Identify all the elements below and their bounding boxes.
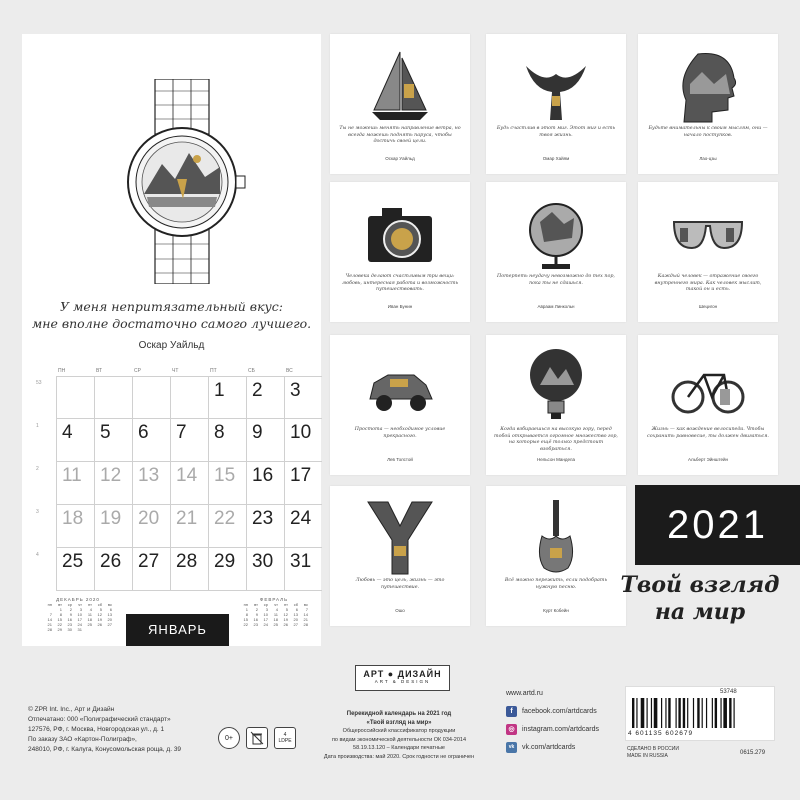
barcode-bar bbox=[723, 698, 727, 728]
minical-row bbox=[42, 627, 114, 632]
day-cell bbox=[246, 462, 284, 504]
barcode-bar bbox=[654, 698, 658, 728]
ldpe-label: LDPE bbox=[278, 738, 292, 744]
day-number: 13 bbox=[138, 465, 160, 486]
vintage-car-icon bbox=[360, 345, 440, 425]
weekday-label: СБ bbox=[248, 368, 255, 374]
barcode-bar bbox=[678, 698, 680, 728]
day-cell bbox=[170, 377, 208, 418]
day-cell bbox=[132, 505, 170, 547]
imprint-line: Отпечатано: 000 «Полиграфический стандарт» bbox=[28, 716, 171, 723]
day-cell bbox=[56, 505, 94, 547]
day-number: 10 bbox=[290, 422, 312, 443]
day-cell bbox=[284, 505, 322, 547]
year-block: 2021 bbox=[635, 485, 800, 565]
minical-day: 6 bbox=[295, 607, 298, 612]
minical-day: 7 bbox=[305, 607, 308, 612]
minical-weekday: чт bbox=[274, 602, 278, 607]
instagram-text: instagram.com/artdcards bbox=[522, 725, 600, 733]
day-number: 22 bbox=[214, 508, 236, 529]
minical-day: 20 bbox=[107, 617, 112, 622]
january-page bbox=[22, 34, 321, 646]
weekday-label: ЧТ bbox=[172, 368, 179, 374]
day-cell bbox=[170, 505, 208, 547]
barcode-bar bbox=[636, 698, 637, 728]
barcode-bar bbox=[668, 698, 670, 728]
week-row bbox=[56, 505, 322, 548]
weekday-label: ВТ bbox=[96, 368, 103, 374]
tagline-line2: на мир bbox=[654, 599, 746, 625]
thumbnail-page bbox=[330, 486, 470, 626]
thumbnail-quote: Человека делают счастливым три вещи: любовь, интересная работа и возможность путешествовать. bbox=[341, 274, 459, 292]
minical-day bbox=[92, 627, 102, 632]
day-number: 27 bbox=[138, 551, 160, 572]
week-numbers bbox=[36, 376, 42, 591]
vk-text: vk.com/artdcards bbox=[522, 743, 576, 751]
camera-icon bbox=[360, 192, 440, 272]
day-number: 5 bbox=[100, 422, 111, 443]
thumbnail-quote: Всё можно пережить, если подобрать нужную песню. bbox=[504, 578, 608, 590]
minical-day: 7 bbox=[49, 612, 52, 617]
day-number: 18 bbox=[62, 508, 84, 529]
day-number: 28 bbox=[176, 551, 198, 572]
thumbnail-author: Ошо bbox=[395, 608, 405, 613]
barcode-bar bbox=[683, 698, 685, 728]
week-number: 1 bbox=[36, 423, 39, 429]
minical-weekday: пн bbox=[243, 602, 248, 607]
barcode-bar bbox=[632, 698, 634, 728]
thumbnail-page bbox=[486, 335, 626, 475]
made-in-ru: СДЕЛАНО В РОССИИ bbox=[627, 746, 679, 752]
vk-icon: vk bbox=[506, 742, 517, 753]
minical-day bbox=[82, 627, 92, 632]
day-cell bbox=[94, 377, 132, 418]
minical-weekday: пт bbox=[88, 602, 92, 607]
barcode-bar bbox=[734, 698, 735, 728]
recycle-ldpe-icon bbox=[274, 727, 296, 749]
thumbnail-page bbox=[638, 34, 778, 174]
day-cell bbox=[132, 377, 170, 418]
thumbnail-quote: Будьте внимательны к своим мыслям, они — начало поступков. bbox=[648, 126, 768, 138]
minical-day: 2 bbox=[255, 607, 258, 612]
weekday-header bbox=[56, 368, 322, 374]
minical-day: 26 bbox=[283, 622, 288, 627]
minical-day: 14 bbox=[303, 612, 308, 617]
minical-day: 27 bbox=[107, 622, 112, 627]
minical-day: 4 bbox=[275, 607, 278, 612]
thumbnail-quote: Жизнь — как вождение велосипеда. Чтобы сохранить равновесие, ты должен двигаться. bbox=[647, 427, 769, 439]
minical-day: 14 bbox=[47, 617, 52, 622]
month-label: ЯНВАРЬ bbox=[126, 614, 229, 646]
thumbnail-author: Лев Толстой bbox=[387, 457, 413, 462]
weekday-label: ВС bbox=[286, 368, 293, 374]
thumbnail-author: Омар Хайям bbox=[542, 156, 570, 161]
minical-day: 11 bbox=[273, 612, 278, 617]
minical-weekday: пн bbox=[47, 602, 52, 607]
minical-day: 28 bbox=[303, 622, 308, 627]
product-title: Перекидной календарь на 2021 год bbox=[346, 711, 452, 717]
day-cell bbox=[94, 505, 132, 547]
minical-weekday: ср bbox=[263, 602, 268, 607]
day-number: 19 bbox=[100, 508, 122, 529]
minical-title: ДЕКАБРЬ 2020 bbox=[56, 597, 100, 602]
minical-day: 16 bbox=[253, 617, 258, 622]
day-number: 14 bbox=[176, 465, 198, 486]
barcode-bar bbox=[706, 698, 707, 728]
minical-day: 12 bbox=[283, 612, 288, 617]
barcode-bar bbox=[712, 698, 713, 728]
thumbnail-page bbox=[330, 34, 470, 174]
day-cell bbox=[246, 548, 284, 590]
barcode-bar bbox=[720, 698, 721, 728]
minical-day: 27 bbox=[293, 622, 298, 627]
barcode-bar bbox=[687, 698, 688, 728]
weekday-label: ПТ bbox=[210, 368, 217, 374]
thumbnail-page bbox=[330, 335, 470, 475]
day-cell bbox=[170, 462, 208, 504]
barcode-icon bbox=[632, 698, 752, 728]
barcode-bar bbox=[641, 698, 645, 728]
social-links bbox=[506, 684, 599, 756]
minical-row bbox=[238, 622, 310, 627]
sunglasses-icon bbox=[668, 192, 748, 272]
day-cell bbox=[208, 419, 246, 461]
minical-day: 3 bbox=[265, 607, 268, 612]
letter-y-icon bbox=[360, 496, 440, 576]
minical-day: 25 bbox=[273, 622, 278, 627]
minical-day: 26 bbox=[97, 622, 102, 627]
barcode-digits: 4 601135 602679 bbox=[628, 730, 694, 737]
thumbnail-author: Лао-цзы bbox=[699, 156, 717, 161]
day-cell bbox=[56, 462, 94, 504]
week-row bbox=[56, 376, 322, 419]
day-cell bbox=[284, 377, 322, 418]
day-number: 30 bbox=[252, 551, 274, 572]
imprint-line: 127576, РФ, г. Москва, Новгородская ул., д. 1 bbox=[28, 726, 165, 733]
day-number: 21 bbox=[176, 508, 198, 529]
day-number: 11 bbox=[62, 465, 82, 486]
minical-day: 18 bbox=[273, 617, 278, 622]
facebook-icon: f bbox=[506, 706, 517, 717]
day-number: 31 bbox=[290, 551, 312, 572]
minical-weekday: ср bbox=[67, 602, 72, 607]
day-cell bbox=[246, 377, 284, 418]
minical-day: 15 bbox=[243, 617, 248, 622]
day-cell bbox=[56, 377, 94, 418]
day-cell bbox=[132, 419, 170, 461]
day-cell bbox=[170, 419, 208, 461]
facebook-text: facebook.com/artdcards bbox=[522, 707, 597, 715]
main-quote-line2: мне вполне достаточно самого лучшего. bbox=[31, 316, 312, 331]
classification-line: Общероссийский классификатор продукции bbox=[342, 728, 456, 734]
no-trash-icon bbox=[246, 727, 268, 749]
main-quote bbox=[22, 298, 321, 332]
day-number: 8 bbox=[214, 422, 225, 443]
thumbnail-quote: Ты не можешь менять направление ветра, но всегда можешь поднять паруса, чтобы достичь своей цели. bbox=[339, 126, 461, 144]
minical-day: 10 bbox=[77, 612, 82, 617]
age-rating-badge: 0+ bbox=[218, 727, 240, 749]
barcode-top-number: 53748 bbox=[720, 689, 737, 695]
minical-day: 13 bbox=[293, 612, 298, 617]
week-number: 2 bbox=[36, 466, 39, 472]
minical-day: 9 bbox=[255, 612, 258, 617]
day-number: 4 bbox=[62, 422, 73, 443]
imprint-line: 248010, РФ, г. Калуга, Конусомольская роща, д. 39 bbox=[28, 746, 182, 753]
thumbnail-author: Шецигон bbox=[698, 304, 718, 309]
week-row bbox=[56, 462, 322, 505]
minical-day: 21 bbox=[47, 622, 52, 627]
day-number: 3 bbox=[290, 380, 301, 401]
day-number: 2 bbox=[252, 380, 263, 401]
week-number: 53 bbox=[36, 380, 42, 386]
weekday-label: СР bbox=[134, 368, 141, 374]
day-cell bbox=[208, 505, 246, 547]
day-number: 12 bbox=[100, 465, 122, 486]
day-number: 20 bbox=[138, 508, 160, 529]
day-cell bbox=[94, 419, 132, 461]
day-cell bbox=[56, 419, 94, 461]
minical-day: 16 bbox=[67, 617, 72, 622]
vk-link[interactable] bbox=[506, 738, 599, 756]
day-number: 25 bbox=[62, 551, 84, 572]
day-number: 16 bbox=[252, 465, 274, 486]
minical-day: 11 bbox=[87, 612, 92, 617]
barcode-bar bbox=[697, 698, 699, 728]
minical-weekday: пт bbox=[284, 602, 288, 607]
recycle-number: 4 bbox=[283, 732, 287, 738]
barcode-bar bbox=[651, 698, 652, 728]
day-number: 7 bbox=[176, 422, 187, 443]
barcode-bar bbox=[676, 698, 677, 728]
minical-day: 5 bbox=[99, 607, 102, 612]
minical-day: 30 bbox=[67, 627, 72, 632]
tagline bbox=[605, 572, 795, 626]
day-number: 15 bbox=[214, 465, 236, 486]
day-cell bbox=[94, 462, 132, 504]
barcode-bar bbox=[661, 698, 662, 728]
minical-day: 4 bbox=[89, 607, 92, 612]
minical-day: 22 bbox=[243, 622, 248, 627]
minical-weekday: вс bbox=[107, 602, 112, 607]
barcode-bar bbox=[729, 698, 731, 728]
minical-day: 31 bbox=[77, 627, 82, 632]
day-number: 29 bbox=[214, 551, 236, 572]
day-cell bbox=[208, 377, 246, 418]
imprint-line: По заказу ЗАО «Картон-Полиграф», bbox=[28, 736, 137, 743]
certification-badges bbox=[218, 727, 296, 749]
website-link[interactable] bbox=[506, 684, 599, 702]
week-row bbox=[56, 419, 322, 462]
day-cell bbox=[170, 548, 208, 590]
product-subtitle: «Твой взгляд на мир» bbox=[366, 719, 432, 726]
logo-subtext: ART & DESIGN bbox=[374, 679, 431, 684]
minical-day: 23 bbox=[67, 622, 72, 627]
thumbnail-page bbox=[486, 34, 626, 174]
minical-weekday: вт bbox=[254, 602, 258, 607]
next-month-minicalendar bbox=[238, 597, 310, 627]
minical-weekday: сб bbox=[293, 602, 298, 607]
thumbnail-quote: Простота — необходимое условие прекрасного. bbox=[354, 427, 446, 439]
minical-weekday: вс bbox=[303, 602, 308, 607]
minical-day: 17 bbox=[263, 617, 268, 622]
main-quote-author: Оскар Уайльд bbox=[138, 340, 205, 351]
minical-day: 23 bbox=[253, 622, 258, 627]
minical-day: 24 bbox=[77, 622, 82, 627]
day-cell bbox=[208, 548, 246, 590]
product-info bbox=[304, 710, 494, 761]
week-number: 3 bbox=[36, 509, 39, 515]
day-number: 6 bbox=[138, 422, 149, 443]
day-cell bbox=[56, 548, 94, 590]
thumbnail-page bbox=[486, 182, 626, 322]
day-number: 26 bbox=[100, 551, 122, 572]
day-number: 23 bbox=[252, 508, 274, 529]
imprint-line: © ZPR Int. Inc., Арт и Дизайн bbox=[28, 706, 115, 713]
tagline-line1: Твой взгляд bbox=[620, 572, 780, 598]
thumbnail-author: Оскар Уайльд bbox=[385, 156, 415, 161]
bicycle-icon bbox=[668, 345, 748, 425]
thumbnail-author: Авраам Линкольн bbox=[537, 304, 575, 309]
sailboat-icon bbox=[360, 44, 440, 124]
minical-day: 15 bbox=[57, 617, 62, 622]
minical-day: 8 bbox=[59, 612, 62, 617]
day-number: 24 bbox=[290, 508, 312, 529]
instagram-icon: ◎ bbox=[506, 724, 517, 735]
minical-day: 18 bbox=[87, 617, 92, 622]
minical-title: ФЕВРАЛЬ bbox=[259, 597, 289, 602]
minical-weekday: чт bbox=[78, 602, 82, 607]
day-cell bbox=[284, 462, 322, 504]
barcode-bar bbox=[702, 698, 703, 728]
day-cell bbox=[132, 462, 170, 504]
main-quote-line1: У меня непритязательный вкус: bbox=[59, 299, 284, 314]
logo-text: АРТ ● ДИЗАЙН bbox=[363, 669, 442, 679]
minical-day: 29 bbox=[57, 627, 62, 632]
minical-day: 28 bbox=[47, 627, 52, 632]
minical-day: 19 bbox=[283, 617, 288, 622]
minical-day: 8 bbox=[245, 612, 248, 617]
barcode-bar bbox=[665, 698, 666, 728]
globe-icon bbox=[516, 192, 596, 272]
week-row bbox=[56, 548, 322, 591]
publisher-logo bbox=[355, 665, 450, 691]
barcode-bar bbox=[693, 698, 694, 728]
minical-day: 22 bbox=[57, 622, 62, 627]
thumbnail-author: Иван Бунин bbox=[387, 304, 413, 309]
thumbnail-author: Курт Кобейн bbox=[543, 608, 569, 613]
minical-day: 13 bbox=[107, 612, 112, 617]
thumbnail-quote: Потерпеть неудачу невозможно до тех пор, пока ты не сдашься. bbox=[497, 274, 615, 286]
classification-line: по видам экономической деятельности ОК 034-2014 bbox=[331, 736, 467, 743]
day-cell bbox=[94, 548, 132, 590]
day-cell bbox=[284, 419, 322, 461]
thumbnail-quote: Любовь — это цель, жизнь — это путешествие. bbox=[355, 578, 445, 590]
light-bulb-icon bbox=[516, 345, 596, 425]
day-cell bbox=[132, 548, 170, 590]
minical-day: 20 bbox=[293, 617, 298, 622]
minical-day: 21 bbox=[303, 617, 308, 622]
thumbnail-quote: Когда взбираешься на высокую гору, перед тобой открывается огромное множество гор, на которые ещё только предстоит взобраться. bbox=[494, 427, 618, 452]
minical-day bbox=[102, 627, 112, 632]
minical-day: 25 bbox=[87, 622, 92, 627]
instagram-link[interactable] bbox=[506, 720, 599, 738]
thumbnail-page bbox=[638, 182, 778, 322]
thumbnail-page bbox=[330, 182, 470, 322]
prev-month-minicalendar bbox=[42, 597, 114, 632]
month-grid bbox=[36, 368, 322, 584]
thumbnail-page bbox=[638, 335, 778, 475]
thumbnail-author: Альберт Эйнштейн bbox=[687, 457, 729, 462]
guitar-icon bbox=[516, 496, 596, 576]
week-number: 4 bbox=[36, 552, 39, 558]
day-cell bbox=[284, 548, 322, 590]
minical-day: 19 bbox=[97, 617, 102, 622]
minical-day: 6 bbox=[109, 607, 112, 612]
minical-day: 9 bbox=[69, 612, 72, 617]
minical-day: 2 bbox=[69, 607, 72, 612]
classification-line: Дата производства: май 2020. Срок годности не ограничен bbox=[323, 753, 475, 760]
minical-day: 5 bbox=[285, 607, 288, 612]
minical-weekday: вт bbox=[58, 602, 62, 607]
made-in-en: MADE IN RUSSIA bbox=[627, 753, 668, 759]
minical-day: 24 bbox=[263, 622, 268, 627]
product-classification bbox=[304, 727, 494, 761]
day-cell bbox=[246, 419, 284, 461]
barcode-bar bbox=[715, 698, 717, 728]
day-cell bbox=[246, 505, 284, 547]
barcode-bar bbox=[647, 698, 648, 728]
website-text: www.artd.ru bbox=[506, 689, 543, 697]
day-cell bbox=[208, 462, 246, 504]
head-silhouette-icon bbox=[668, 44, 748, 124]
day-cells bbox=[56, 376, 322, 591]
minical-day: 1 bbox=[245, 607, 248, 612]
minical-day: 17 bbox=[77, 617, 82, 622]
product-code: 0615.279 bbox=[740, 750, 766, 756]
minical-weekday: сб bbox=[97, 602, 102, 607]
day-number: 1 bbox=[214, 380, 225, 401]
weekday-label: ПН bbox=[58, 368, 66, 374]
thumbnail-author: Нельсон Мандела bbox=[536, 457, 575, 462]
facebook-link[interactable] bbox=[506, 702, 599, 720]
minical-day: 1 bbox=[59, 607, 62, 612]
imprint-text bbox=[28, 705, 181, 755]
minical-day: 3 bbox=[79, 607, 82, 612]
minical-day: 10 bbox=[263, 612, 268, 617]
minical-day: 12 bbox=[97, 612, 102, 617]
classification-line: 58.19.13.120 – Календари печатные bbox=[353, 745, 445, 751]
thumbnail-quote: Каждый человек — отражение своего внутреннего мира. Как человек мыслит, такой он и есть. bbox=[654, 274, 762, 292]
whale-tail-icon bbox=[516, 44, 596, 124]
thumbnail-quote: Будь счастлив в этот миг. Этот миг и есть твоя жизнь. bbox=[496, 126, 616, 138]
day-number: 9 bbox=[252, 422, 263, 443]
day-number: 17 bbox=[290, 465, 312, 486]
wristwatch-icon bbox=[117, 79, 247, 284]
made-in-label bbox=[627, 746, 679, 760]
